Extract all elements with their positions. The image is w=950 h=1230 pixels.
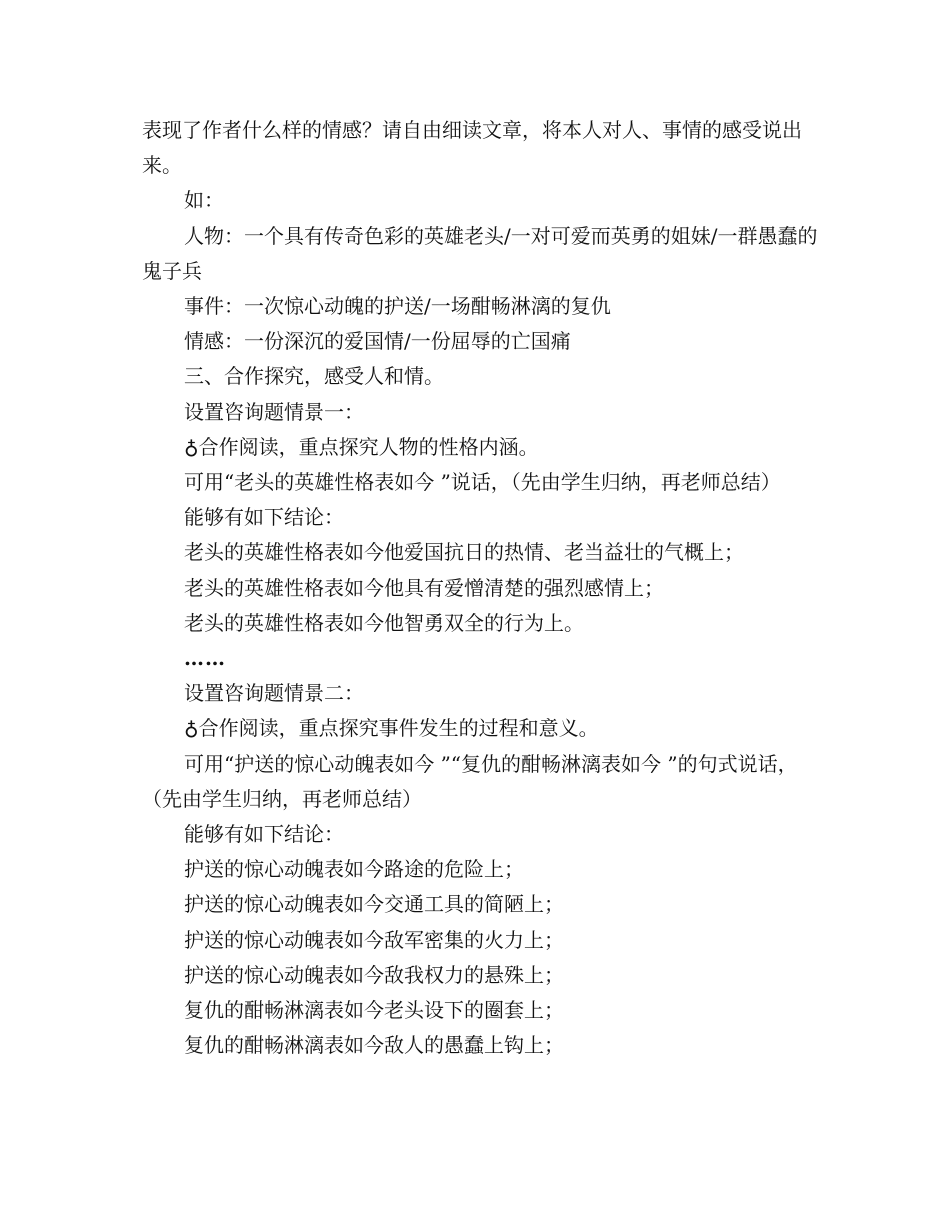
scenario-one-heading: 设置咨询题情景一： [184,399,364,424]
conclusion-item: 复仇的酣畅淋漓表如今老头设下的圈套上； [184,998,564,1023]
paragraph-intro-question: 表现了作者什么样的情感？请自由细读文章，将本人对人、事情的感受说出来。 [142,118,802,178]
scenario-two-prompt: 可用“护送的惊心动魄表如今 ”“复仇的酣畅淋漓表如今 ”的句式说话，（先由学生归纳，再老师总结） [142,751,798,811]
scenario-two-task: ♁合作阅读，重点探究事件发生的过程和意义。 [184,716,599,741]
conclusion-item: 护送的惊心动魄表如今敌军密集的火力上； [184,927,564,952]
scenario-two-heading: 设置咨询题情景二： [184,681,364,706]
paragraph-characters: 人物：一个具有传奇色彩的英雄老头/一对可爱而英勇的姐妹/一群愚蠢的鬼子兵 [142,223,818,283]
conclusion-item: 护送的惊心动魄表如今交通工具的简陋上； [184,892,564,917]
scenario-one-task: ♁合作阅读，重点探究人物的性格内涵。 [184,434,539,459]
scenario-one-prompt: 可用“老头的英雄性格表如今 ”说话，（先由学生归纳，再老师总结） [184,470,781,495]
conclusion-item: 护送的惊心动魄表如今敌我权力的悬殊上； [184,962,564,987]
paragraph-emotions: 情感：一份深沉的爱国情/一份屈辱的亡国痛 [184,329,571,354]
conclusion-label-two: 能够有如下结论： [184,822,344,847]
conclusion-item: 复仇的酣畅淋漓表如今敌人的愚蠢上钩上； [184,1033,564,1058]
document-body [142,113,818,1063]
paragraph-example-label: 如： [184,188,224,213]
ellipsis-line: …… [184,646,226,671]
paragraph-events: 事件：一次惊心动魄的护送/一场酣畅淋漓的复仇 [184,294,611,319]
conclusion-item: 老头的英雄性格表如今他具有爱憎清楚的强烈感情上； [184,575,664,600]
section-heading-cooperative-inquiry: 三、合作探究，感受人和情。 [184,364,444,389]
conclusion-label-one: 能够有如下结论： [184,505,344,530]
conclusion-item: 老头的英雄性格表如今他爱国抗日的热情、老当益壮的气概上； [184,540,744,565]
conclusion-item: 老头的英雄性格表如今他智勇双全的行为上。 [184,610,584,635]
conclusion-item: 护送的惊心动魄表如今路途的危险上； [184,857,524,882]
